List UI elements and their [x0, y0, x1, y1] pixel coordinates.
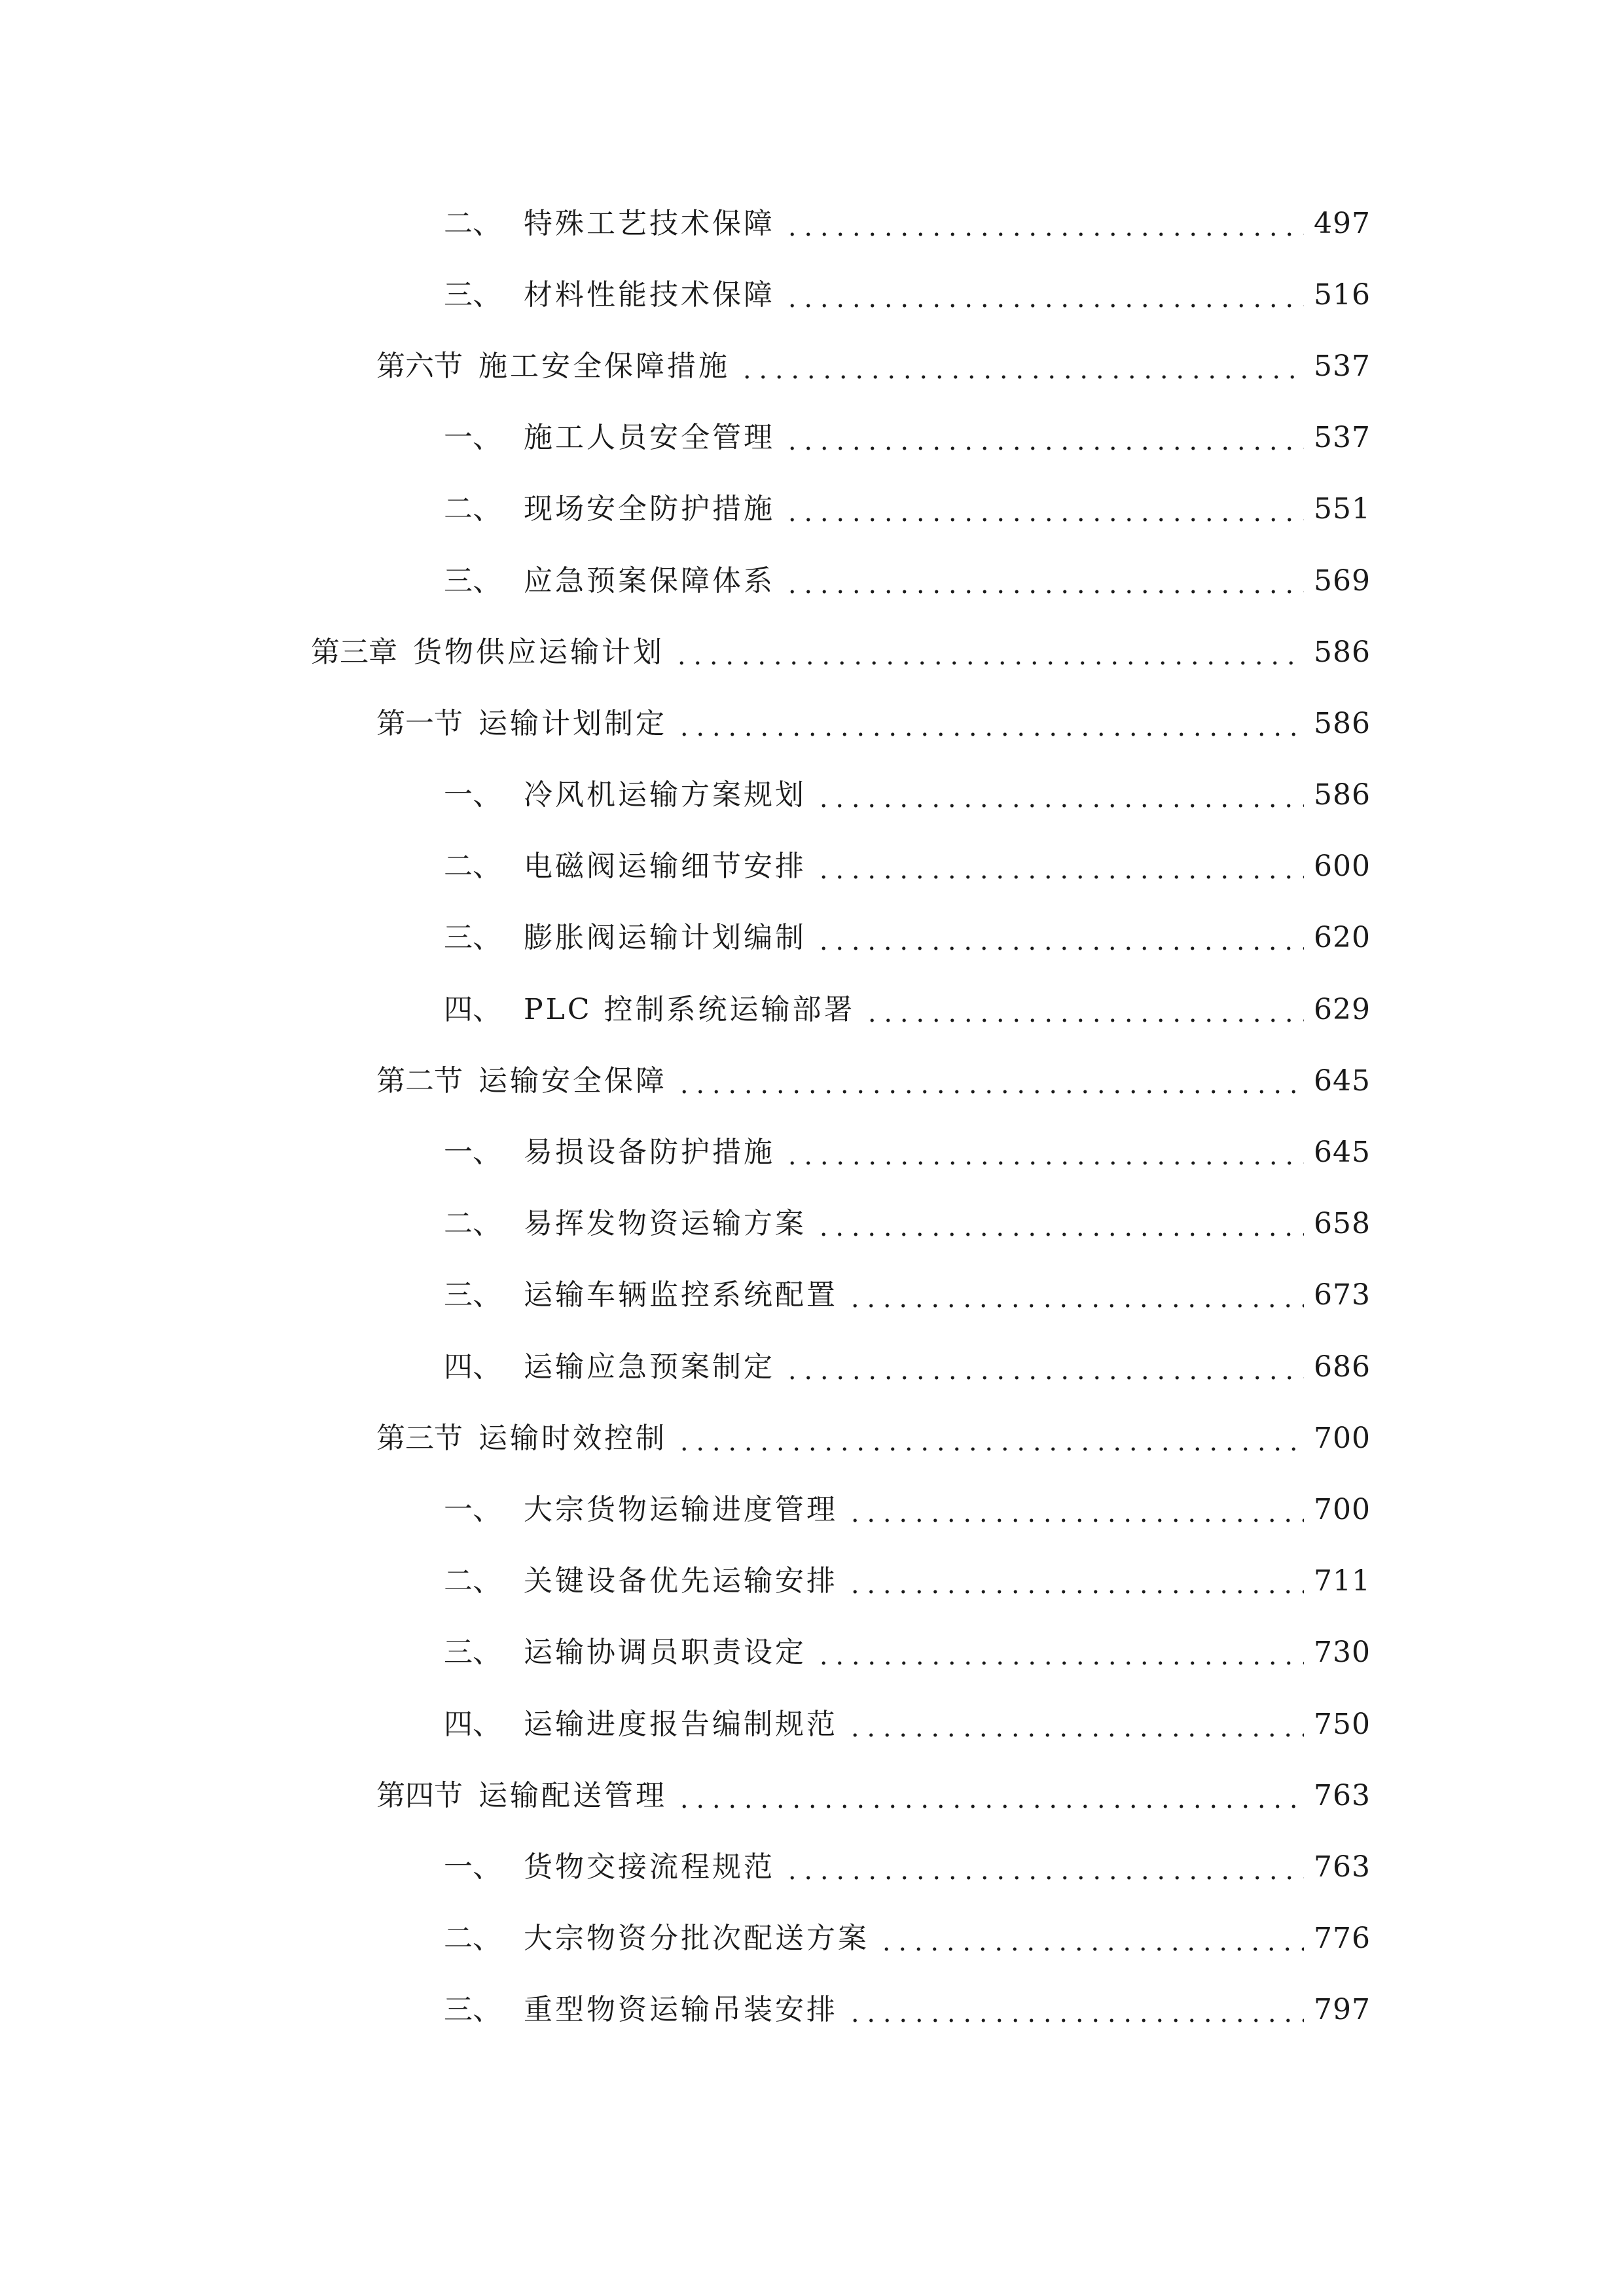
toc-entry[interactable] — [0, 331, 1624, 402]
toc-entry-number: 第二节 — [376, 1064, 463, 1098]
toc-entry-title: 运输进度报告编制规范 — [524, 1707, 838, 1741]
toc-entry-text — [444, 1564, 838, 1598]
toc-entry-number: 一、 — [444, 1492, 501, 1526]
toc-entry-page: 763 — [1314, 1850, 1371, 1884]
toc-entry-text — [444, 564, 775, 598]
toc-entry-text — [444, 992, 856, 1026]
toc-entry-text — [444, 421, 775, 455]
toc-entry-page: 700 — [1314, 1421, 1371, 1455]
toc-entry-title: 特殊工艺技术保障 — [524, 206, 775, 240]
toc-entry-number: 一、 — [444, 1136, 501, 1170]
toc-entry-page: 797 — [1314, 1993, 1371, 2027]
toc-entry-page: 497 — [1314, 206, 1371, 240]
toc-entry-text — [444, 921, 806, 955]
toc-entry-number: 三、 — [444, 278, 501, 312]
toc-entry[interactable] — [0, 1831, 1624, 1903]
toc-entry[interactable] — [0, 474, 1624, 545]
toc-entry-number: 第六节 — [376, 349, 463, 383]
toc-entry-number: 二、 — [444, 1564, 501, 1598]
toc-entry[interactable] — [0, 545, 1624, 617]
toc-entry-title: 易损设备防护措施 — [524, 1136, 775, 1170]
dot-leader — [816, 852, 1304, 881]
toc-entry-page: 586 — [1314, 706, 1371, 740]
dot-leader — [674, 638, 1304, 667]
dot-leader — [739, 352, 1304, 381]
toc-entry-page: 673 — [1314, 1278, 1371, 1312]
toc-entry-page: 645 — [1314, 1064, 1371, 1098]
toc-entry-page: 763 — [1314, 1778, 1371, 1812]
toc-entry-number: 四、 — [444, 1707, 501, 1741]
toc-entry-title: 关键设备优先运输安排 — [524, 1564, 838, 1598]
dot-leader — [784, 495, 1304, 524]
toc-entry-number: 二、 — [444, 492, 501, 526]
toc-entry-page: 700 — [1314, 1492, 1371, 1526]
toc-entry-number: 三、 — [444, 1636, 501, 1670]
toc-entry-page: 551 — [1314, 492, 1371, 526]
toc-entry-page: 658 — [1314, 1207, 1371, 1241]
toc-entry-page: 645 — [1314, 1136, 1371, 1170]
dot-leader — [878, 1924, 1304, 1953]
toc-entry[interactable] — [0, 188, 1624, 259]
toc-entry[interactable] — [0, 1403, 1624, 1474]
toc-entry-text — [444, 1492, 838, 1526]
toc-entry-number: 第一节 — [376, 706, 463, 740]
toc-entry-text — [376, 1064, 667, 1098]
toc-entry-text — [444, 1850, 775, 1884]
toc-entry-number: 第四节 — [376, 1778, 463, 1812]
toc-entry[interactable] — [0, 974, 1624, 1045]
toc-entry[interactable] — [0, 1474, 1624, 1545]
toc-entry-page: 686 — [1314, 1350, 1371, 1384]
dot-leader — [676, 1067, 1304, 1096]
toc-entry-number: 第三章 — [311, 635, 397, 669]
dot-leader — [816, 1638, 1304, 1667]
toc-entry[interactable] — [0, 1189, 1624, 1260]
dot-leader — [676, 1424, 1304, 1453]
toc-entry-title: 现场安全防护措施 — [524, 492, 775, 526]
dot-leader — [816, 1210, 1304, 1238]
toc-entry-page: 620 — [1314, 921, 1371, 955]
toc-entry-number: 二、 — [444, 850, 501, 884]
toc-entry[interactable] — [0, 903, 1624, 974]
dot-leader — [784, 1353, 1304, 1382]
toc-entry-page: 516 — [1314, 278, 1371, 312]
toc-entry-number: 二、 — [444, 1207, 501, 1241]
toc-entry[interactable] — [0, 403, 1624, 474]
toc-entry-text — [444, 1707, 838, 1741]
toc-entry-number: 一、 — [444, 1850, 501, 1884]
toc-entry-title: 重型物资运输吊装安排 — [524, 1993, 838, 2027]
toc-entry[interactable] — [0, 259, 1624, 331]
toc-entry-title: 施工安全保障措施 — [478, 349, 730, 383]
dot-leader — [847, 1281, 1304, 1310]
toc-entry-number: 四、 — [444, 1350, 501, 1384]
dot-leader — [784, 423, 1304, 452]
table-of-contents — [0, 188, 1624, 2046]
toc-entry[interactable] — [0, 760, 1624, 831]
dot-leader — [676, 1782, 1304, 1810]
dot-leader — [784, 1138, 1304, 1167]
toc-entry-title: 运输配送管理 — [478, 1778, 667, 1812]
toc-entry-text — [444, 206, 775, 240]
toc-entry-title: 运输协调员职责设定 — [524, 1636, 806, 1670]
toc-entry-text — [444, 1350, 775, 1384]
toc-entry-title: 施工人员安全管理 — [524, 421, 775, 455]
toc-entry-title: PLC 控制系统运输部署 — [524, 992, 856, 1026]
dot-leader — [816, 924, 1304, 952]
toc-entry[interactable] — [0, 1617, 1624, 1689]
toc-entry-number: 一、 — [444, 421, 501, 455]
toc-entry-text — [444, 492, 775, 526]
toc-entry-title: 货物供应运输计划 — [413, 635, 664, 669]
toc-entry-title: 大宗物资分批次配送方案 — [524, 1922, 869, 1956]
toc-entry-page: 629 — [1314, 992, 1371, 1026]
toc-entry-title: 运输时效控制 — [478, 1421, 667, 1455]
toc-entry-text — [376, 1778, 667, 1812]
toc-entry[interactable] — [0, 1546, 1624, 1617]
toc-entry[interactable] — [0, 1117, 1624, 1188]
toc-entry-text — [444, 1278, 838, 1312]
toc-entry-number: 三、 — [444, 921, 501, 955]
toc-entry-title: 易挥发物资运输方案 — [524, 1207, 806, 1241]
toc-entry-text — [444, 1636, 806, 1670]
toc-entry[interactable] — [0, 831, 1624, 903]
dot-leader — [864, 996, 1304, 1024]
dot-leader — [676, 709, 1304, 738]
toc-entry-text — [444, 1136, 775, 1170]
toc-entry-number: 第三节 — [376, 1421, 463, 1455]
dot-leader — [816, 781, 1304, 810]
dot-leader — [784, 209, 1304, 238]
toc-entry-page: 537 — [1314, 421, 1371, 455]
toc-entry-text — [444, 1207, 806, 1241]
dot-leader — [847, 1496, 1304, 1524]
toc-entry-text — [444, 1993, 838, 2027]
toc-entry-text — [444, 778, 806, 812]
dot-leader — [784, 1853, 1304, 1882]
toc-entry-title: 大宗货物运输进度管理 — [524, 1492, 838, 1526]
toc-entry-number: 三、 — [444, 1993, 501, 2027]
toc-entry-number: 二、 — [444, 1922, 501, 1956]
toc-entry-title: 运输应急预案制定 — [524, 1350, 775, 1384]
toc-entry-title: 运输安全保障 — [478, 1064, 667, 1098]
toc-entry-page: 569 — [1314, 564, 1371, 598]
dot-leader — [784, 567, 1304, 596]
toc-entry[interactable] — [0, 1689, 1624, 1760]
toc-entry-text — [444, 850, 806, 884]
toc-entry-text — [311, 635, 664, 669]
toc-entry-page: 730 — [1314, 1636, 1371, 1670]
toc-entry-text — [376, 1421, 667, 1455]
toc-entry-title: 应急预案保障体系 — [524, 564, 775, 598]
toc-entry-text — [444, 1922, 869, 1956]
toc-entry-text — [376, 706, 667, 740]
toc-entry-page: 750 — [1314, 1707, 1371, 1741]
toc-entry-page: 586 — [1314, 778, 1371, 812]
dot-leader — [847, 1567, 1304, 1596]
toc-entry-title: 材料性能技术保障 — [524, 278, 775, 312]
toc-entry-number: 三、 — [444, 1278, 501, 1312]
toc-entry[interactable] — [0, 688, 1624, 759]
toc-entry-page: 776 — [1314, 1922, 1371, 1956]
toc-entry-page: 600 — [1314, 850, 1371, 884]
toc-entry-page: 711 — [1314, 1564, 1371, 1598]
toc-entry[interactable] — [0, 1903, 1624, 1975]
toc-entry-title: 冷风机运输方案规划 — [524, 778, 806, 812]
toc-entry[interactable] — [0, 1760, 1624, 1831]
toc-entry-title: 膨胀阀运输计划编制 — [524, 921, 806, 955]
toc-entry[interactable] — [0, 1045, 1624, 1117]
toc-entry[interactable] — [0, 1975, 1624, 2046]
toc-entry-title: 运输车辆监控系统配置 — [524, 1278, 838, 1312]
toc-entry-page: 586 — [1314, 635, 1371, 669]
toc-entry-text — [444, 278, 775, 312]
toc-entry-number: 二、 — [444, 206, 501, 240]
toc-entry-number: 四、 — [444, 992, 501, 1026]
toc-entry-number: 一、 — [444, 778, 501, 812]
toc-entry-page: 537 — [1314, 349, 1371, 383]
toc-entry[interactable] — [0, 1260, 1624, 1331]
dot-leader — [784, 281, 1304, 310]
toc-entry-title: 电磁阀运输细节安排 — [524, 850, 806, 884]
toc-entry[interactable] — [0, 1331, 1624, 1403]
toc-entry[interactable] — [0, 617, 1624, 688]
dot-leader — [847, 1710, 1304, 1739]
toc-entry-text — [376, 349, 730, 383]
dot-leader — [847, 1996, 1304, 2024]
toc-entry-title: 运输计划制定 — [478, 706, 667, 740]
toc-entry-number: 三、 — [444, 564, 501, 598]
toc-entry-title: 货物交接流程规范 — [524, 1850, 775, 1884]
